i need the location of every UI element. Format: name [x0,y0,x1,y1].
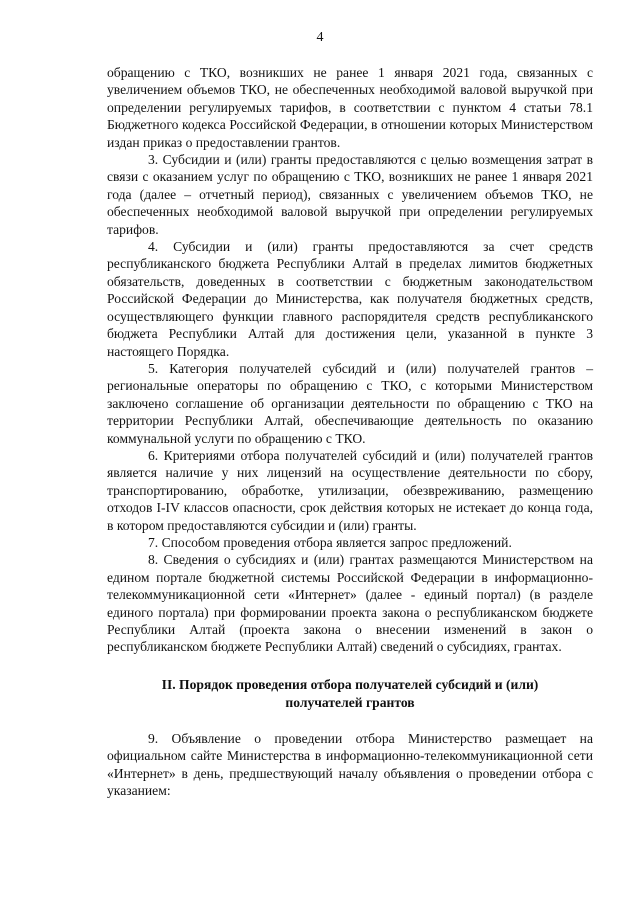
page-number: 4 [316,30,324,45]
paragraph-item-5: 5. Категория получателей субсидий и (или) получателей грантов – региональные операторы по обращению с ТКО, с которыми Министерством заключено соглашение об организации деятельности по обращению с ТКО на территории Республики Алтай, обеспечивающие деятельность по оказанию коммунальной услуги по обращению с ТКО. [107,360,593,446]
paragraph-item-9: 9. Объявление о проведении отбора Министерство размещает на официальном сайте Министерства в информационно-телекоммуникационной сети «Интернет» в день, предшествующий началу объявления о проведении отбора с указанием: [107,730,593,799]
document-body [107,64,593,799]
section-heading-line-1: II. Порядок проведения отбора получателей субсидий и (или) [161,676,539,692]
paragraph-item-3: 3. Субсидии и (или) гранты предоставляются с целью возмещения затрат в связи с оказанием услуг по обращению с ТКО, возникших не ранее 1 января 2021 года (далее – отчетный период), связанных с увеличением объемов ТКО, не обеспеченных необходимой валовой выручкой при определении регулируемых тарифов. [107,152,593,237]
section-heading-line-2: получателей грантов [285,694,415,710]
paragraph-item-6: 6. Критериями отбора получателей субсидий и (или) получателей грантов является наличие у них лицензий на осуществление деятельности по сбору, транспортированию, обработке, утилизации, обезвреживанию, размещению отходов I-IV классов опасности, срок действия которых не истекает до конца года, в котором предоставляются субсидии и (или) гранты. [107,447,593,533]
paragraph-continuation: обращению с ТКО, возникших не ранее 1 января 2021 года, связанных с увеличением объемов ТКО, не обеспеченных необходимой валовой выручкой при определении регулируемых тарифов, в соответствии с пунктом 4 статьи 78.1 Бюджетного кодекса Российской Федерации, в отношении которых Министерством издан приказ о предоставлении грантов. [107,65,593,150]
paragraph-item-4: 4. Субсидии и (или) гранты предоставляются за счет средств республиканского бюджета Республики Алтай в пределах лимитов бюджетных обязательств, доведенных в соответствии с бюджетным законодательством Российской Федерации до Министерства, как получателя бюджетных средств, осуществляющего функции главного распорядителя средств республиканского бюджета Республики Алтай для достижения цели, указанной в пункте 3 настоящего Порядка. [107,239,593,359]
section-heading [107,676,593,712]
paragraph-item-7: 7. Способом проведения отбора является запрос предложений. [148,534,512,550]
paragraph-item-8: 8. Сведения о субсидиях и (или) грантах размещаются Министерством на едином портале бюджетной системы Российской Федерации в информационно-телекоммуникационной сети «Интернет» (далее - единый портал) (в разделе единого портала) при формировании проекта закона о республиканском бюджете Республики Алтай (проекта закона о внесении изменений в закон о республиканском бюджете Республики Алтай) сведений о субсидиях, грантах. [107,552,593,655]
